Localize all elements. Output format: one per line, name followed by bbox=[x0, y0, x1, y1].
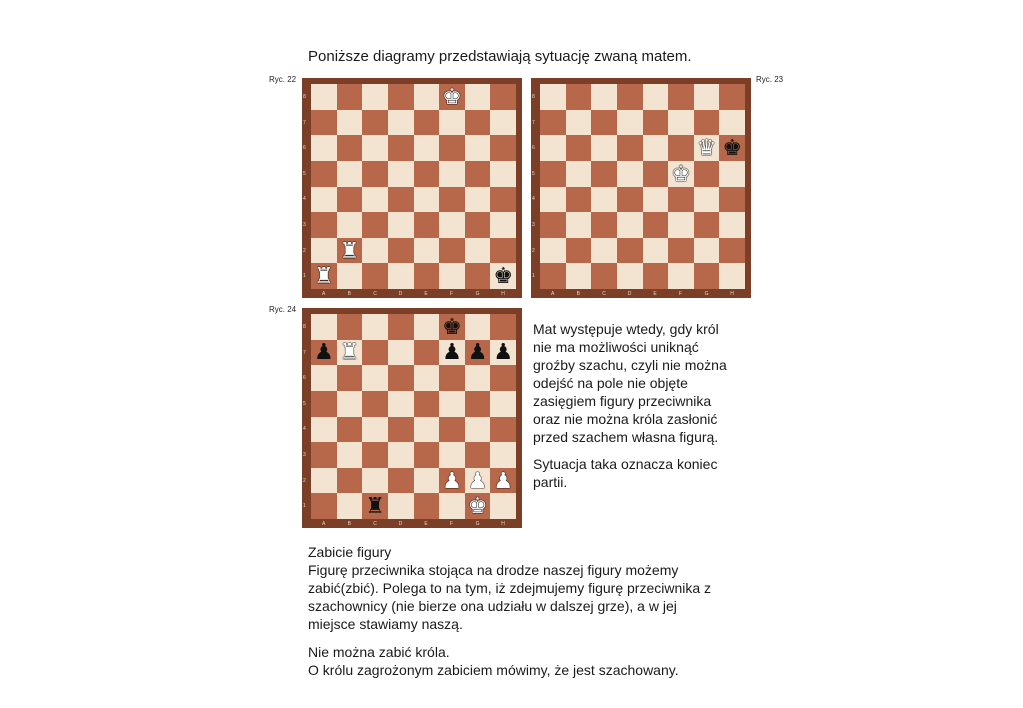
square-h2 bbox=[719, 238, 745, 264]
file-label: G bbox=[704, 291, 709, 297]
square-h4 bbox=[490, 187, 516, 213]
square-b1 bbox=[337, 493, 363, 519]
square-h5 bbox=[719, 161, 745, 187]
square-d6 bbox=[388, 135, 414, 161]
rank-label: 6 bbox=[303, 375, 306, 382]
square-b6 bbox=[337, 365, 363, 391]
square-f3 bbox=[439, 212, 465, 238]
square-a8 bbox=[311, 314, 337, 340]
square-d3 bbox=[388, 212, 414, 238]
square-b7 bbox=[337, 340, 363, 366]
square-a1 bbox=[311, 493, 337, 519]
square-f5 bbox=[439, 161, 465, 187]
mate-line: odejść na pole nie objęte bbox=[533, 375, 688, 391]
square-c2 bbox=[591, 238, 617, 264]
square-g3 bbox=[694, 212, 720, 238]
end-of-game-text bbox=[533, 455, 717, 491]
page-heading: Poniższe diagramy przedstawiają sytuację zwaną matem. bbox=[308, 48, 692, 65]
square-a3 bbox=[311, 442, 337, 468]
file-label: A bbox=[322, 521, 326, 527]
square-h3 bbox=[719, 212, 745, 238]
square-g5 bbox=[694, 161, 720, 187]
file-label: E bbox=[424, 291, 428, 297]
square-h6 bbox=[719, 135, 745, 161]
square-e7 bbox=[414, 110, 440, 136]
square-a6 bbox=[311, 135, 337, 161]
square-f4 bbox=[668, 187, 694, 213]
square-g2 bbox=[694, 238, 720, 264]
square-g2 bbox=[465, 238, 491, 264]
file-label: C bbox=[602, 291, 606, 297]
board-ryc-24 bbox=[302, 308, 522, 528]
square-b2 bbox=[566, 238, 592, 264]
square-g5 bbox=[465, 391, 491, 417]
square-g6 bbox=[465, 135, 491, 161]
square-d3 bbox=[388, 442, 414, 468]
square-h3 bbox=[490, 442, 516, 468]
square-d2 bbox=[388, 238, 414, 264]
white-piece: ♜ bbox=[313, 263, 334, 289]
rank-label: 1 bbox=[303, 273, 306, 280]
square-e4 bbox=[643, 187, 669, 213]
square-g2 bbox=[465, 468, 491, 494]
square-e1 bbox=[414, 493, 440, 519]
white-piece: ♟ bbox=[442, 467, 462, 493]
square-a4 bbox=[311, 187, 337, 213]
square-d8 bbox=[388, 84, 414, 110]
square-h6 bbox=[490, 135, 516, 161]
board-ryc-23 bbox=[531, 78, 751, 298]
rank-label: 2 bbox=[303, 477, 306, 484]
mate-line: Mat występuje wtedy, gdy król bbox=[533, 321, 719, 337]
square-c6 bbox=[362, 135, 388, 161]
black-piece: ♟ bbox=[442, 339, 462, 365]
square-g7 bbox=[465, 110, 491, 136]
rank-label: 2 bbox=[532, 247, 535, 254]
square-a4 bbox=[540, 187, 566, 213]
rank-label: 7 bbox=[532, 119, 535, 126]
square-c5 bbox=[362, 391, 388, 417]
square-h3 bbox=[490, 212, 516, 238]
rank-label: 4 bbox=[303, 196, 306, 203]
square-f5 bbox=[668, 161, 694, 187]
end-line: Sytuacja taka oznacza koniec bbox=[533, 456, 718, 472]
square-e6 bbox=[643, 135, 669, 161]
square-c6 bbox=[591, 135, 617, 161]
square-b4 bbox=[337, 187, 363, 213]
mate-line: zasięgiem figury przeciwnika bbox=[533, 393, 712, 409]
square-c5 bbox=[591, 161, 617, 187]
file-label: C bbox=[373, 521, 377, 527]
rank-label: 4 bbox=[303, 426, 306, 433]
square-a5 bbox=[311, 391, 337, 417]
file-label: B bbox=[576, 291, 580, 297]
square-g8 bbox=[465, 314, 491, 340]
square-e1 bbox=[643, 263, 669, 289]
file-label: C bbox=[373, 291, 377, 297]
square-d5 bbox=[617, 161, 643, 187]
black-piece: ♜ bbox=[365, 493, 385, 519]
square-d1 bbox=[388, 263, 414, 289]
square-f1 bbox=[439, 263, 465, 289]
square-c4 bbox=[362, 187, 388, 213]
capture-section bbox=[308, 543, 711, 633]
white-piece: ♟ bbox=[493, 467, 514, 493]
square-c2 bbox=[362, 468, 388, 494]
black-piece: ♚ bbox=[442, 313, 462, 339]
square-h8 bbox=[490, 84, 516, 110]
square-f7 bbox=[439, 340, 465, 366]
square-g6 bbox=[465, 365, 491, 391]
square-e4 bbox=[414, 417, 440, 443]
file-label: H bbox=[501, 291, 505, 297]
square-c1 bbox=[362, 263, 388, 289]
file-label: A bbox=[551, 291, 555, 297]
square-h2 bbox=[490, 468, 516, 494]
square-c8 bbox=[362, 314, 388, 340]
square-a8 bbox=[311, 84, 337, 110]
mate-description bbox=[533, 320, 727, 446]
square-h7 bbox=[490, 340, 516, 366]
square-g7 bbox=[465, 340, 491, 366]
board-ryc-22 bbox=[302, 78, 522, 298]
square-b7 bbox=[337, 110, 363, 136]
square-f8 bbox=[668, 84, 694, 110]
square-d1 bbox=[388, 493, 414, 519]
square-f6 bbox=[668, 135, 694, 161]
square-f2 bbox=[668, 238, 694, 264]
square-b3 bbox=[337, 212, 363, 238]
square-a2 bbox=[311, 238, 337, 264]
rank-label: 5 bbox=[532, 170, 535, 177]
king-line: O królu zagrożonym zabiciem mówimy, że jest szachowany. bbox=[308, 662, 679, 678]
capture-title: Zabicie figury bbox=[308, 544, 392, 560]
rank-label: 7 bbox=[303, 119, 306, 126]
square-d7 bbox=[617, 110, 643, 136]
square-b4 bbox=[337, 417, 363, 443]
square-c1 bbox=[362, 493, 388, 519]
square-e6 bbox=[414, 135, 440, 161]
square-h4 bbox=[490, 417, 516, 443]
square-f6 bbox=[439, 135, 465, 161]
square-e5 bbox=[414, 161, 440, 187]
square-c4 bbox=[591, 187, 617, 213]
square-g7 bbox=[694, 110, 720, 136]
square-a3 bbox=[540, 212, 566, 238]
square-b8 bbox=[566, 84, 592, 110]
file-label: D bbox=[398, 291, 403, 297]
square-b3 bbox=[566, 212, 592, 238]
square-b7 bbox=[566, 110, 592, 136]
square-e7 bbox=[643, 110, 669, 136]
file-label: G bbox=[475, 291, 480, 297]
square-h5 bbox=[490, 391, 516, 417]
file-label: B bbox=[347, 291, 351, 297]
square-d6 bbox=[617, 135, 643, 161]
square-a6 bbox=[540, 135, 566, 161]
square-g1 bbox=[465, 263, 491, 289]
square-e3 bbox=[414, 442, 440, 468]
file-label: H bbox=[730, 291, 734, 297]
square-a8 bbox=[540, 84, 566, 110]
square-c7 bbox=[362, 110, 388, 136]
square-g3 bbox=[465, 442, 491, 468]
square-a7 bbox=[540, 110, 566, 136]
square-e6 bbox=[414, 365, 440, 391]
black-piece: ♚ bbox=[722, 135, 743, 161]
square-c7 bbox=[591, 110, 617, 136]
square-b5 bbox=[337, 161, 363, 187]
square-a7 bbox=[311, 340, 337, 366]
rank-label: 7 bbox=[303, 349, 306, 356]
rank-label: 6 bbox=[303, 145, 306, 152]
square-d2 bbox=[388, 468, 414, 494]
square-f1 bbox=[668, 263, 694, 289]
square-a7 bbox=[311, 110, 337, 136]
white-piece: ♛ bbox=[696, 135, 717, 161]
square-a2 bbox=[311, 468, 337, 494]
square-d2 bbox=[617, 238, 643, 264]
white-piece: ♜ bbox=[339, 339, 360, 365]
square-c5 bbox=[362, 161, 388, 187]
square-b8 bbox=[337, 314, 363, 340]
square-d6 bbox=[388, 365, 414, 391]
square-b2 bbox=[337, 238, 363, 264]
square-a1 bbox=[540, 263, 566, 289]
square-c6 bbox=[362, 365, 388, 391]
white-piece: ♚ bbox=[467, 493, 488, 519]
square-g4 bbox=[465, 417, 491, 443]
square-f4 bbox=[439, 417, 465, 443]
file-label: D bbox=[398, 521, 403, 527]
square-h1 bbox=[490, 493, 516, 519]
rank-label: 3 bbox=[303, 222, 306, 228]
rank-label: 6 bbox=[532, 145, 535, 152]
file-label: E bbox=[424, 521, 428, 527]
square-f3 bbox=[439, 442, 465, 468]
square-d1 bbox=[617, 263, 643, 289]
board-grid bbox=[540, 84, 745, 289]
capture-line: szachownicy (nie bierze ona udziału w dalszej grze), a w jej bbox=[308, 598, 677, 614]
mate-line: przed szachem własna figurą. bbox=[533, 429, 719, 445]
square-d4 bbox=[388, 187, 414, 213]
square-d5 bbox=[388, 391, 414, 417]
square-e2 bbox=[643, 238, 669, 264]
capture-line: zabić(zbić). Polega to na tym, iż zdejmujemy figurę przeciwnika z bbox=[308, 580, 712, 596]
square-h5 bbox=[490, 161, 516, 187]
square-g1 bbox=[465, 493, 491, 519]
rank-label: 5 bbox=[303, 400, 306, 407]
square-g4 bbox=[465, 187, 491, 213]
square-f6 bbox=[439, 365, 465, 391]
square-e5 bbox=[414, 391, 440, 417]
square-e3 bbox=[414, 212, 440, 238]
black-piece: ♟ bbox=[467, 339, 488, 365]
square-f7 bbox=[668, 110, 694, 136]
white-piece: ♚ bbox=[442, 83, 462, 109]
file-label: H bbox=[501, 521, 505, 527]
square-b2 bbox=[337, 468, 363, 494]
square-d7 bbox=[388, 340, 414, 366]
black-piece: ♚ bbox=[493, 263, 514, 289]
caption-ryc-23: Ryc. 23 bbox=[756, 75, 784, 84]
rank-label: 8 bbox=[303, 94, 306, 100]
square-h7 bbox=[490, 110, 516, 136]
file-label: B bbox=[347, 521, 351, 527]
square-h1 bbox=[719, 263, 745, 289]
square-d5 bbox=[388, 161, 414, 187]
square-e7 bbox=[414, 340, 440, 366]
board-grid bbox=[311, 314, 516, 519]
square-c4 bbox=[362, 417, 388, 443]
square-g8 bbox=[694, 84, 720, 110]
square-c3 bbox=[362, 442, 388, 468]
rank-label: 4 bbox=[532, 196, 535, 203]
square-c3 bbox=[591, 212, 617, 238]
square-b8 bbox=[337, 84, 363, 110]
square-e3 bbox=[643, 212, 669, 238]
square-g6 bbox=[694, 135, 720, 161]
king-line: Nie można zabić króla. bbox=[308, 644, 450, 660]
square-a4 bbox=[311, 417, 337, 443]
file-label: F bbox=[450, 291, 454, 297]
square-a6 bbox=[311, 365, 337, 391]
file-label: F bbox=[450, 521, 454, 527]
square-f8 bbox=[439, 314, 465, 340]
square-c7 bbox=[362, 340, 388, 366]
square-e8 bbox=[414, 84, 440, 110]
square-d4 bbox=[388, 417, 414, 443]
square-b5 bbox=[337, 391, 363, 417]
square-h6 bbox=[490, 365, 516, 391]
square-f3 bbox=[668, 212, 694, 238]
square-f7 bbox=[439, 110, 465, 136]
square-d3 bbox=[617, 212, 643, 238]
square-c8 bbox=[591, 84, 617, 110]
mate-line: groźby szachu, czyli nie można bbox=[533, 357, 727, 373]
white-piece: ♜ bbox=[339, 237, 360, 263]
square-g1 bbox=[694, 263, 720, 289]
mate-line: oraz nie można króla zasłonić bbox=[533, 411, 718, 427]
square-d8 bbox=[617, 84, 643, 110]
end-line: partii. bbox=[533, 474, 568, 490]
rank-label: 1 bbox=[303, 503, 306, 510]
square-c1 bbox=[591, 263, 617, 289]
rank-label: 8 bbox=[303, 324, 306, 330]
square-b1 bbox=[337, 263, 363, 289]
square-b5 bbox=[566, 161, 592, 187]
square-g8 bbox=[465, 84, 491, 110]
rank-label: 1 bbox=[532, 273, 535, 280]
square-e5 bbox=[643, 161, 669, 187]
king-section bbox=[308, 643, 679, 679]
black-piece: ♟ bbox=[313, 339, 334, 365]
square-c3 bbox=[362, 212, 388, 238]
square-c8 bbox=[362, 84, 388, 110]
rank-label: 3 bbox=[303, 452, 306, 458]
square-f5 bbox=[439, 391, 465, 417]
square-f2 bbox=[439, 468, 465, 494]
square-f2 bbox=[439, 238, 465, 264]
square-b6 bbox=[337, 135, 363, 161]
square-d4 bbox=[617, 187, 643, 213]
file-label: E bbox=[653, 291, 657, 297]
square-b3 bbox=[337, 442, 363, 468]
capture-line: miejsce stawiamy naszą. bbox=[308, 616, 463, 632]
board-grid bbox=[311, 84, 516, 289]
square-e2 bbox=[414, 468, 440, 494]
square-e2 bbox=[414, 238, 440, 264]
square-g5 bbox=[465, 161, 491, 187]
square-e8 bbox=[643, 84, 669, 110]
square-a3 bbox=[311, 212, 337, 238]
file-label: G bbox=[475, 521, 480, 527]
square-b6 bbox=[566, 135, 592, 161]
square-e1 bbox=[414, 263, 440, 289]
square-f4 bbox=[439, 187, 465, 213]
rank-label: 8 bbox=[532, 94, 535, 100]
square-f8 bbox=[439, 84, 465, 110]
square-a5 bbox=[540, 161, 566, 187]
caption-ryc-22: Ryc. 22 bbox=[269, 75, 297, 84]
white-piece: ♚ bbox=[671, 160, 691, 186]
square-h7 bbox=[719, 110, 745, 136]
square-h8 bbox=[719, 84, 745, 110]
square-g3 bbox=[465, 212, 491, 238]
square-e4 bbox=[414, 187, 440, 213]
square-a5 bbox=[311, 161, 337, 187]
white-piece: ♟ bbox=[467, 467, 488, 493]
square-b4 bbox=[566, 187, 592, 213]
square-h2 bbox=[490, 238, 516, 264]
file-label: D bbox=[627, 291, 632, 297]
capture-line: Figurę przeciwnika stojąca na drodze naszej figury możemy bbox=[308, 562, 679, 578]
square-f1 bbox=[439, 493, 465, 519]
square-d8 bbox=[388, 314, 414, 340]
square-a1 bbox=[311, 263, 337, 289]
black-piece: ♟ bbox=[493, 339, 514, 365]
square-g4 bbox=[694, 187, 720, 213]
rank-label: 2 bbox=[303, 247, 306, 254]
square-c2 bbox=[362, 238, 388, 264]
square-d7 bbox=[388, 110, 414, 136]
square-e8 bbox=[414, 314, 440, 340]
rank-label: 3 bbox=[532, 222, 535, 228]
square-a2 bbox=[540, 238, 566, 264]
square-h4 bbox=[719, 187, 745, 213]
square-h8 bbox=[490, 314, 516, 340]
square-b1 bbox=[566, 263, 592, 289]
file-label: F bbox=[679, 291, 683, 297]
file-label: A bbox=[322, 291, 326, 297]
caption-ryc-24: Ryc. 24 bbox=[269, 305, 297, 314]
square-h1 bbox=[490, 263, 516, 289]
rank-label: 5 bbox=[303, 170, 306, 177]
mate-line: nie ma możliwości uniknąć bbox=[533, 339, 699, 355]
